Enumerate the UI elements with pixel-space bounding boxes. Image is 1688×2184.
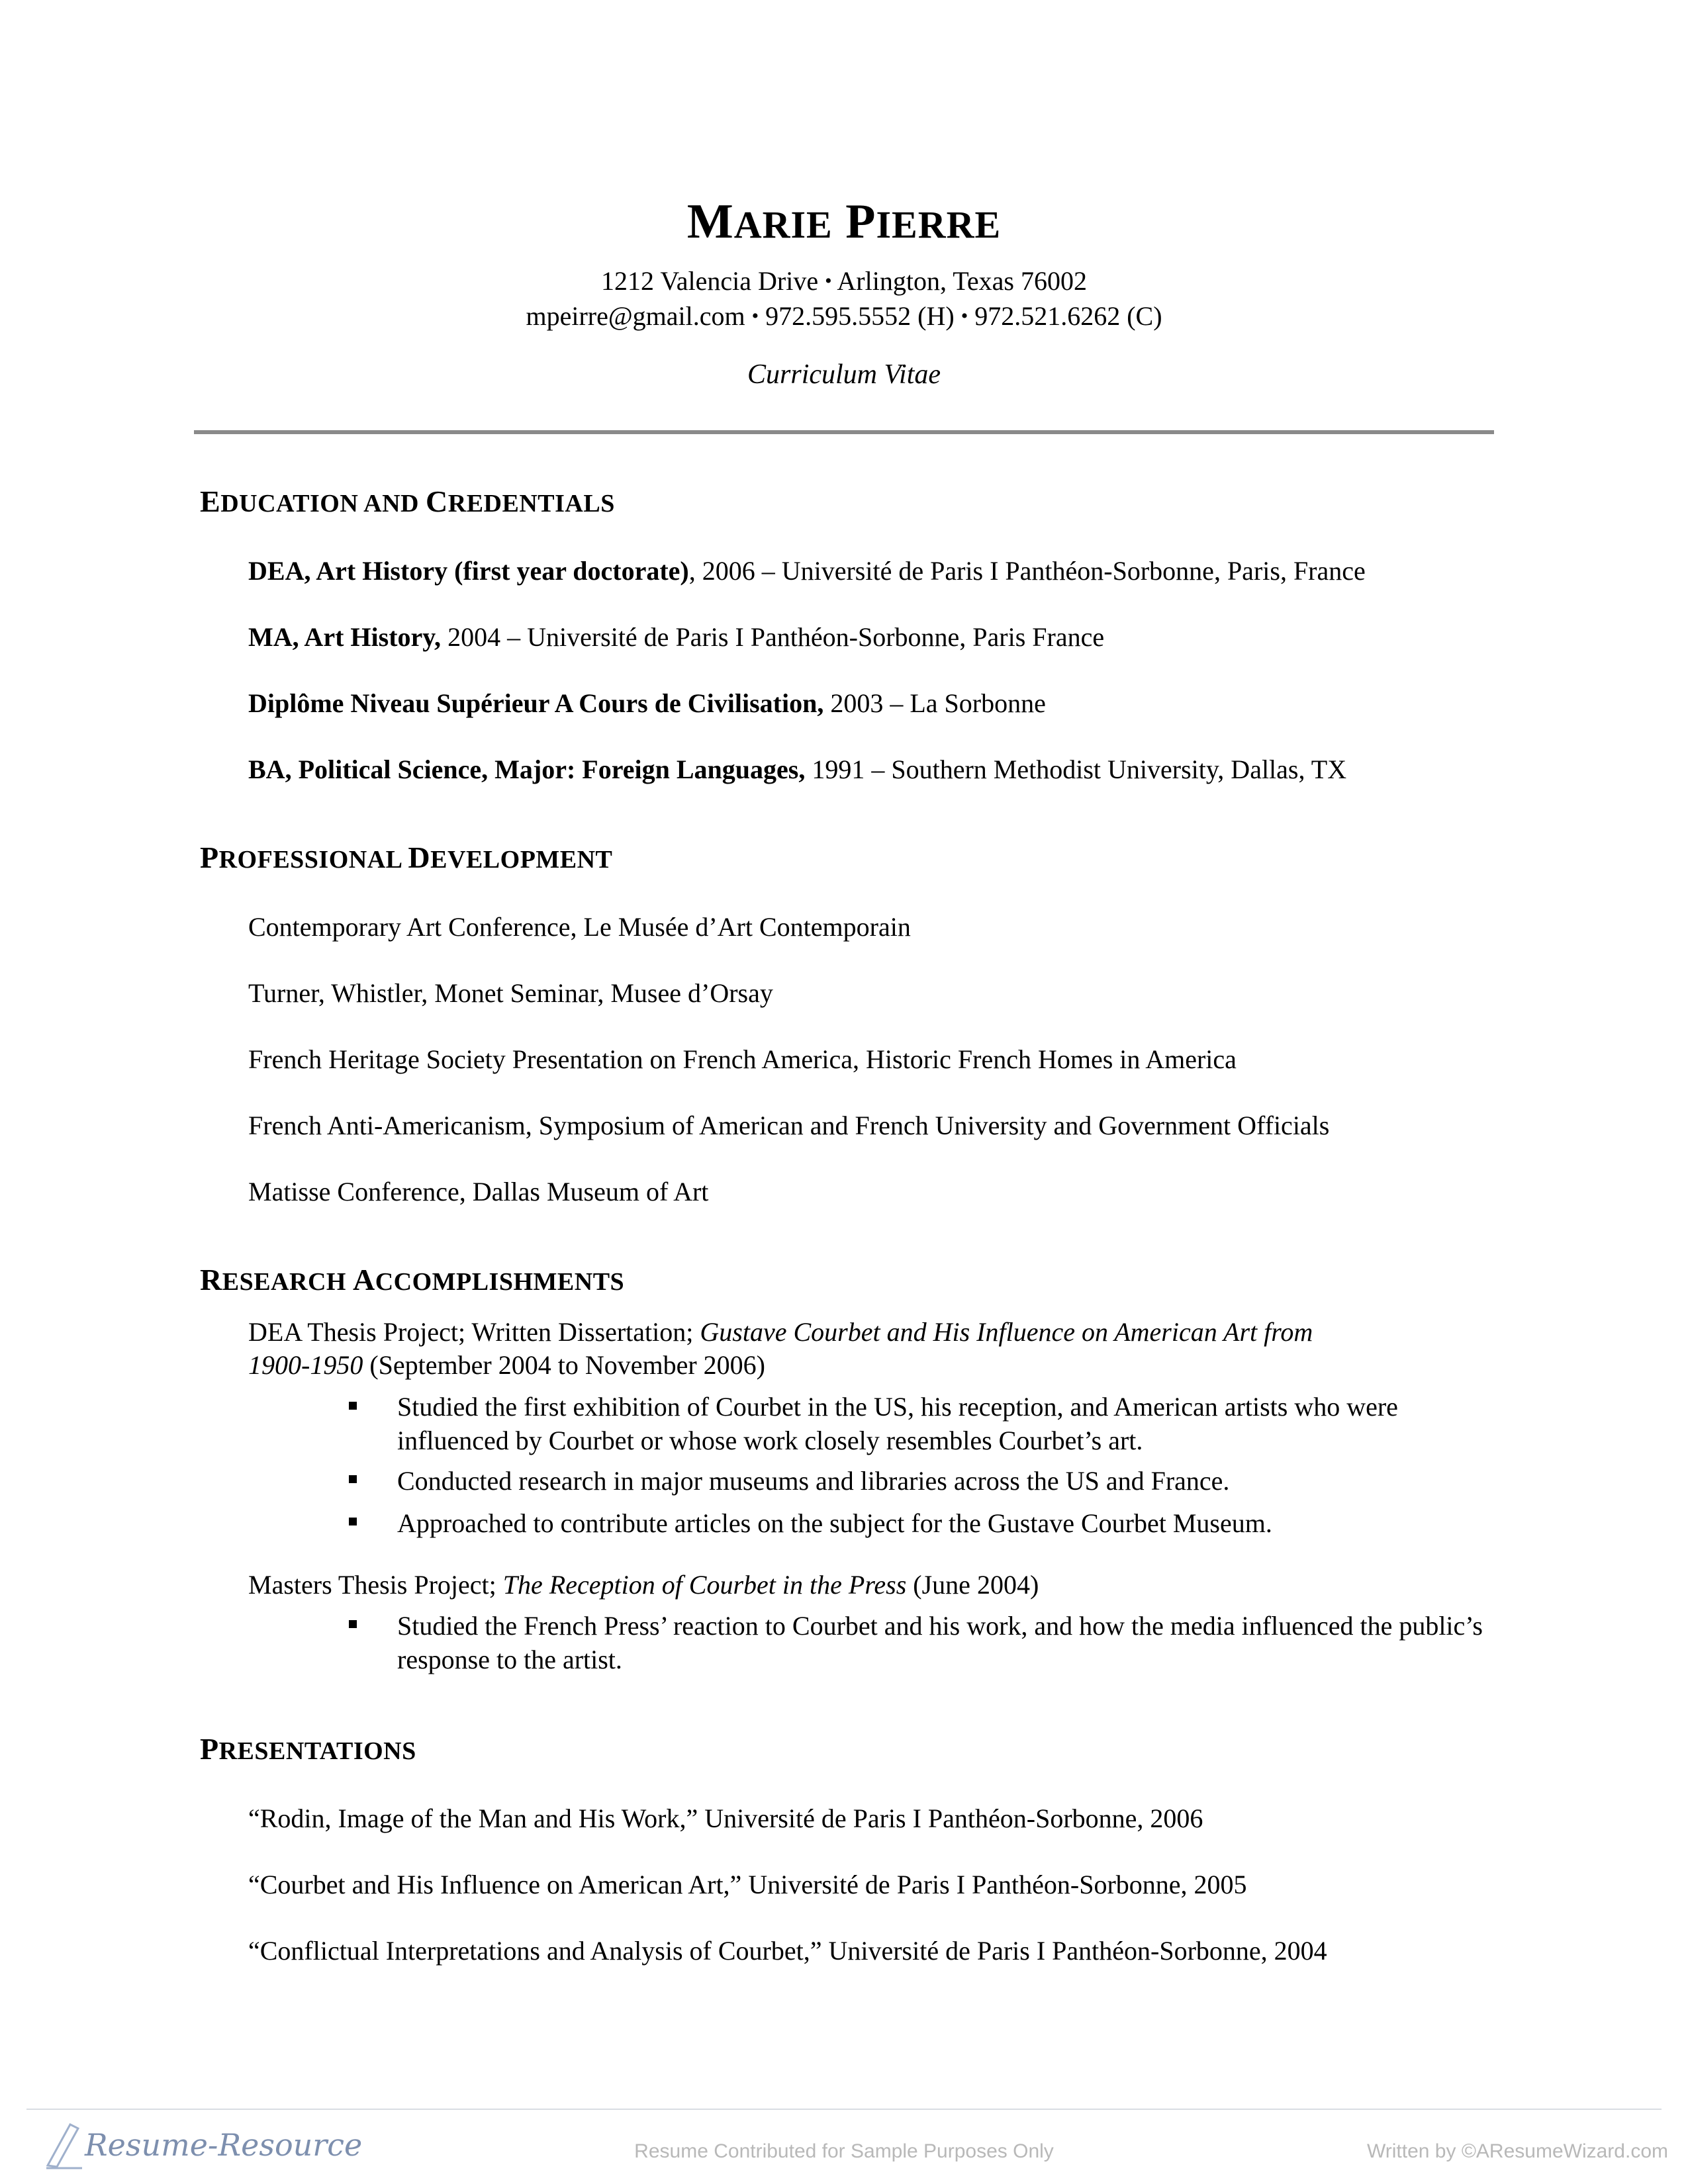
address-line — [0, 268, 1688, 295]
section-heading-education: EDUCATION AND CREDENTIALS — [200, 484, 615, 518]
research-bullet: Studied the first exhibition of Courbet in the US, his reception, and American artists who were influenced by Courbet or whose work closely resembles Courbet’s art. — [397, 1392, 1398, 1455]
separator-dot: • — [751, 305, 759, 327]
bullet-square-icon — [349, 1475, 357, 1483]
research-bullet: Conducted research in major museums and libraries across the US and France. — [397, 1466, 1230, 1496]
presentation-item: “Rodin, Image of the Man and His Work,” Université de Paris I Panthéon-Sorbonne, 2006 — [248, 1803, 1203, 1833]
education-item: DEA, Art History (first year doctorate), 2006 – Université de Paris I Panthéon-Sorbonne, Paris, France — [248, 556, 1366, 586]
candidate-name: MARIE PIERRE — [686, 195, 1002, 249]
research-project-title-cont: 1900-1950 (September 2004 to November 2006) — [248, 1350, 765, 1380]
research-bullet: Studied the French Press’ reaction to Courbet and his work, and how the media influenced the public’s response to the artist. — [397, 1611, 1483, 1674]
section-heading-presentations: PRESENTATIONS — [200, 1732, 416, 1766]
research-project-title: Masters Thesis Project; The Reception of Courbet in the Press (June 2004) — [248, 1570, 1039, 1600]
section-heading-professional-development: PROFESSIONAL DEVELOPMENT — [200, 841, 613, 874]
separator-dot: • — [825, 270, 832, 292]
phone-cell: 972.521.6262 (C) — [974, 301, 1162, 331]
separator-dot: • — [961, 305, 968, 327]
footer-divider — [26, 2109, 1662, 2110]
email: mpeirre@gmail.com — [526, 301, 745, 331]
research-project-title: DEA Thesis Project; Written Dissertation; Gustave Courbet and His Influence on American Art from — [248, 1317, 1313, 1347]
bullet-square-icon — [349, 1620, 357, 1628]
development-item: Matisse Conference, Dallas Museum of Art — [248, 1177, 709, 1206]
footer-disclaimer: Resume Contributed for Sample Purposes Only — [634, 2140, 1054, 2162]
development-item: Turner, Whistler, Monet Seminar, Musee d’Orsay — [248, 978, 773, 1008]
development-item: Contemporary Art Conference, Le Musée d’Art Contemporain — [248, 912, 911, 942]
bullet-square-icon — [349, 1518, 357, 1525]
footer-logo-text: Resume-Resource — [85, 2127, 363, 2163]
education-item: MA, Art History, 2004 – Université de Paris I Panthéon-Sorbonne, Paris France — [248, 622, 1105, 652]
phone-home: 972.595.5552 (H) — [765, 301, 955, 331]
research-bullet: Approached to contribute articles on the subject for the Gustave Courbet Museum. — [397, 1508, 1272, 1538]
development-item: French Anti-Americanism, Symposium of American and French University and Government Officials — [248, 1111, 1330, 1140]
contact-line — [0, 303, 1688, 330]
education-item: BA, Political Science, Major: Foreign Languages, 1991 – Southern Methodist University, Dallas, TX — [248, 754, 1347, 784]
development-item: French Heritage Society Presentation on French America, Historic French Homes in America — [248, 1044, 1237, 1074]
presentation-item: “Courbet and His Influence on American Art,” Université de Paris I Panthéon-Sorbonne, 2005 — [248, 1870, 1247, 1899]
bullet-square-icon — [349, 1402, 357, 1410]
document-type: Curriculum Vitae — [747, 359, 941, 390]
header-divider — [194, 430, 1494, 434]
address-city: Arlington, Texas 76002 — [837, 266, 1087, 296]
footer-credit: Written by ©AResumeWizard.com — [1367, 2140, 1668, 2162]
address-street: 1212 Valencia Drive — [601, 266, 819, 296]
presentation-item: “Conflictual Interpretations and Analysis of Courbet,” Université de Paris I Panthéon-Sorbonne, 2004 — [248, 1936, 1327, 1966]
education-item: Diplôme Niveau Supérieur A Cours de Civilisation, 2003 – La Sorbonne — [248, 688, 1046, 718]
section-heading-research: RESEARCH ACCOMPLISHMENTS — [200, 1263, 625, 1297]
